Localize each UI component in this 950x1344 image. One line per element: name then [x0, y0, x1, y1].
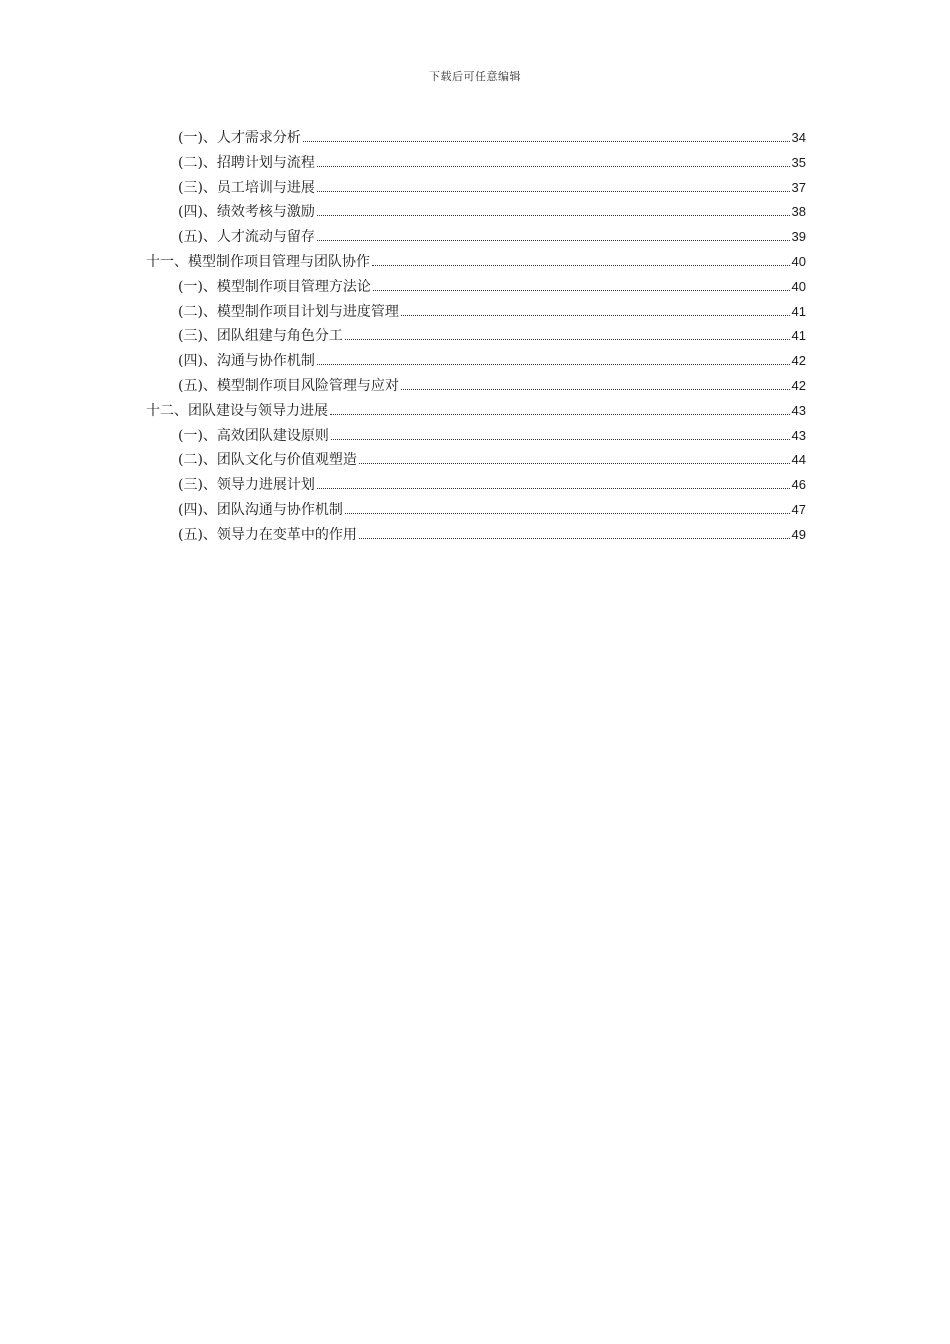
toc-entry[interactable]: [146, 448, 806, 473]
toc-entry-page-number: 39: [791, 229, 806, 245]
toc-entry-title: (二)、模型制作项目计划与进度管理: [178, 303, 399, 320]
toc-entry[interactable]: [146, 473, 806, 498]
toc-dot-leader: [317, 215, 790, 216]
toc-entry[interactable]: [146, 275, 806, 300]
page-header: 下载后可任意编辑: [429, 70, 521, 83]
toc-dot-leader: [359, 463, 790, 464]
toc-entry-page-number: 42: [791, 353, 806, 369]
toc-entry-page-number: 41: [791, 303, 806, 319]
toc-entry[interactable]: [146, 374, 806, 399]
toc-entry-page-number: 40: [791, 253, 806, 269]
toc-entry-page-number: 49: [791, 526, 806, 542]
toc-entry[interactable]: [146, 300, 806, 325]
toc-entry-title: (四)、沟通与协作机制: [178, 353, 315, 370]
toc-entry[interactable]: [146, 225, 806, 250]
toc-entry-title: (二)、招聘计划与流程: [178, 154, 315, 171]
toc-entry-page-number: 35: [791, 154, 806, 170]
toc-dot-leader: [317, 240, 790, 241]
toc-entry-title: (五)、模型制作项目风险管理与应对: [178, 377, 399, 394]
toc-entry[interactable]: [146, 498, 806, 523]
toc-entry-page-number: 43: [791, 402, 806, 418]
toc-entry-page-number: 41: [791, 328, 806, 344]
toc-dot-leader: [317, 488, 790, 489]
toc-entry-title: (一)、模型制作项目管理方法论: [178, 278, 371, 295]
toc-entry[interactable]: [146, 399, 806, 424]
toc-dot-leader: [331, 439, 790, 440]
toc-entry-title: (一)、人才需求分析: [178, 130, 301, 146]
toc-entry-title: (三)、员工培训与进展: [178, 179, 315, 196]
toc-entry-title: (五)、人才流动与留存: [178, 229, 315, 246]
toc-entry-page-number: 40: [791, 278, 806, 294]
toc-entry-title: 十一、模型制作项目管理与团队协作: [146, 253, 370, 270]
toc-entry-page-number: 38: [791, 204, 806, 220]
toc-dot-leader: [401, 389, 790, 390]
toc-entry-page-number: 46: [791, 477, 806, 493]
toc-entry-title: (二)、团队文化与价值观塑造: [178, 452, 357, 469]
toc-dot-leader: [372, 265, 790, 266]
toc-dot-leader: [330, 414, 790, 415]
toc-entry[interactable]: [146, 200, 806, 225]
toc-entry[interactable]: [146, 176, 806, 201]
toc-dot-leader: [317, 191, 790, 192]
toc-entry[interactable]: [146, 424, 806, 449]
toc-entry-title: 十二、团队建设与领导力进展: [146, 402, 328, 419]
toc-dot-leader: [373, 290, 790, 291]
toc-dot-leader: [317, 364, 790, 365]
toc-dot-leader: [317, 166, 790, 167]
toc-entry-page-number: 42: [791, 377, 806, 393]
toc-dot-leader: [345, 513, 790, 514]
toc-entry-title: (一)、高效团队建设原则: [178, 427, 329, 444]
toc-entry-page-number: 44: [791, 452, 806, 468]
toc-entry-page-number: 34: [791, 130, 806, 145]
toc-entry-page-number: 37: [791, 179, 806, 195]
toc-dot-leader: [303, 141, 790, 142]
table-of-contents: [146, 126, 806, 548]
toc-entry-page-number: 43: [791, 427, 806, 443]
toc-entry[interactable]: [146, 151, 806, 176]
toc-entry[interactable]: [146, 250, 806, 275]
toc-entry-title: (四)、绩效考核与激励: [178, 204, 315, 221]
toc-dot-leader: [359, 538, 790, 539]
toc-dot-leader: [345, 339, 790, 340]
toc-entry[interactable]: [146, 523, 806, 548]
toc-entry-title: (四)、团队沟通与协作机制: [178, 501, 343, 518]
toc-entry-title: (三)、团队组建与角色分工: [178, 328, 343, 345]
toc-entry[interactable]: [146, 126, 806, 151]
toc-entry-title: (三)、领导力进展计划: [178, 477, 315, 494]
toc-dot-leader: [401, 315, 790, 316]
toc-entry-title: (五)、领导力在变革中的作用: [178, 526, 357, 543]
toc-entry[interactable]: [146, 324, 806, 349]
toc-entry[interactable]: [146, 349, 806, 374]
toc-entry-page-number: 47: [791, 501, 806, 517]
